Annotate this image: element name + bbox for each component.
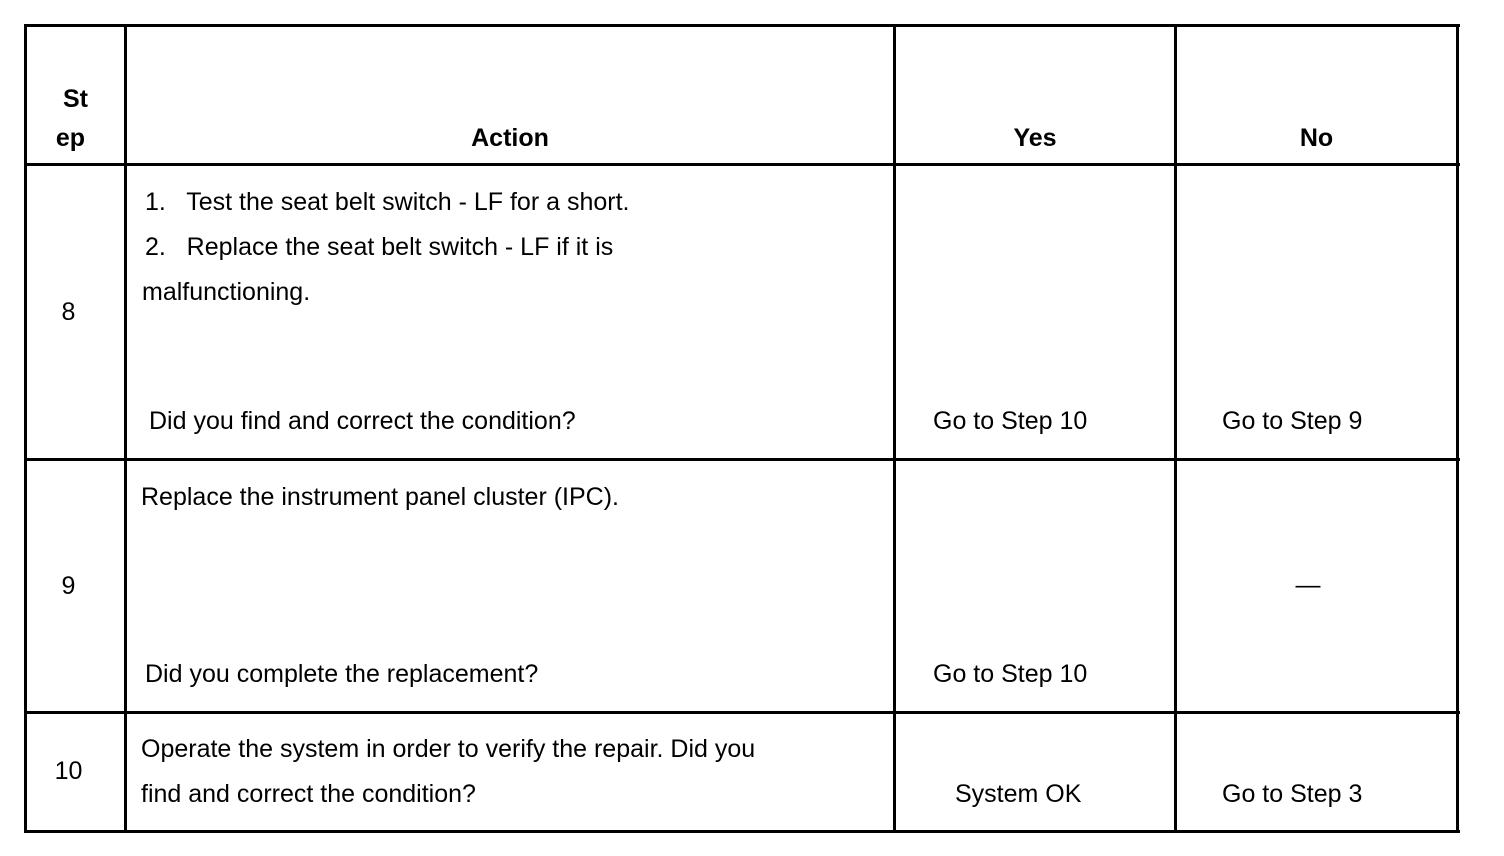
row-9-bottom-border xyxy=(24,711,1460,714)
header-step-line2: ep xyxy=(55,124,86,152)
header-no: No xyxy=(1299,124,1334,152)
row-8-action-item-3: malfunctioning. xyxy=(142,278,311,306)
row-9-yes: Go to Step 10 xyxy=(933,660,1088,688)
row-8-bottom-border xyxy=(24,458,1460,461)
table-top-border xyxy=(24,24,1460,27)
header-bottom-border xyxy=(24,163,1460,166)
row-10-step: 10 xyxy=(54,757,83,785)
row-8-step: 8 xyxy=(61,298,76,326)
header-action: Action xyxy=(471,124,549,152)
row-10-no: Go to Step 3 xyxy=(1222,780,1363,808)
table-bottom-border xyxy=(24,830,1460,833)
row-10-action-item-1: Operate the system in order to verify the repair. Did you xyxy=(141,735,756,763)
row-9-step: 9 xyxy=(61,572,76,600)
row-8-yes: Go to Step 10 xyxy=(933,407,1088,435)
header-yes: Yes xyxy=(1013,124,1057,152)
row-8-action-item-2: 2. Replace the seat belt switch - LF if it is xyxy=(145,233,614,261)
row-9-no: — xyxy=(1295,571,1321,599)
row-8-question: Did you find and correct the condition? xyxy=(149,407,576,435)
header-step-line1: St xyxy=(63,85,88,113)
row-10-yes: System OK xyxy=(955,780,1082,808)
table-right-border xyxy=(1456,24,1459,833)
row-10-action-item-2: find and correct the condition? xyxy=(141,780,476,808)
row-9-question: Did you complete the replacement? xyxy=(145,660,539,688)
row-8-no: Go to Step 9 xyxy=(1222,407,1363,435)
row-8-action-item-1: 1. Test the seat belt switch - LF for a short. xyxy=(145,188,630,216)
row-9-action-item-1: Replace the instrument panel cluster (IPC). xyxy=(141,483,619,511)
